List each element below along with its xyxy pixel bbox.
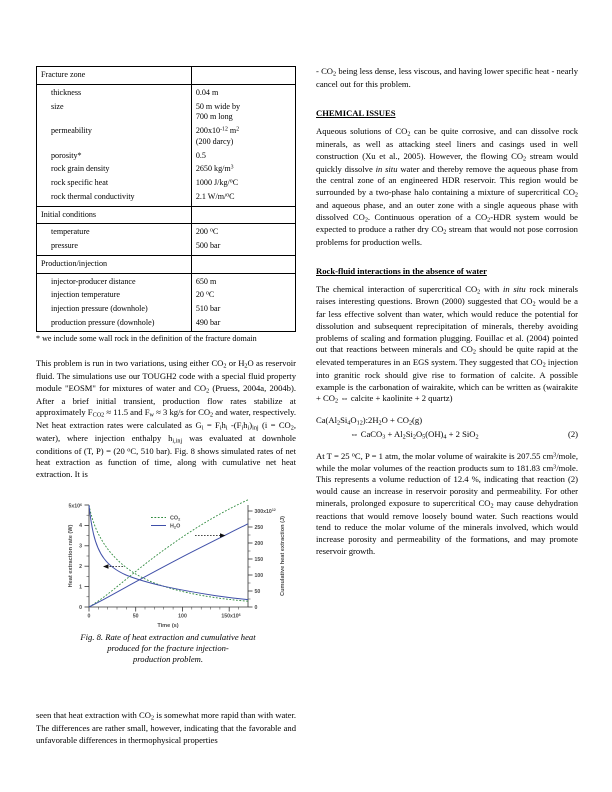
row-label-size: size xyxy=(37,100,192,125)
table-row xyxy=(37,149,296,163)
svg-text:250: 250 xyxy=(254,524,264,531)
equation-number: (2) xyxy=(567,429,578,440)
figure-caption-line2: produced for the fracture injection- xyxy=(107,643,229,654)
row-label-injector-producer-distance: injector-producer distance xyxy=(37,273,192,289)
table-row xyxy=(37,190,296,206)
left-column-continued xyxy=(36,710,296,746)
figure-caption-line1: Fig. 8. Rate of heat extraction and cumulative heat xyxy=(80,632,256,642)
table-row xyxy=(37,255,296,273)
svg-text:150x106: $150x10^6$ xyxy=(221,612,241,620)
chart-legend xyxy=(151,515,181,529)
row-label-rock-specific-heat: rock specific heat xyxy=(37,177,192,191)
svg-text:3: 3 xyxy=(79,543,82,550)
paragraph-molar-volume: At T = 25 $^o$C, P = 1 atm, the molar volume of wairakite is 207.55 $cm^3$/mole, while the molar volumes of the reaction products sum to 181.83 $cm^3$/mole. This represents a volume reduction of 12.4 %, indicating that reaction (2) would cause an increase in reservoir porosity and permeability. For other minerals, prolonged exposure to supercritical $CO_2$ may cause dehydration reactions that would remove loosely bound water. Such reactions would tend to reduce the molar volume of the minerals involved, which would increase porosity and permeability of the formations, and may promote reservoir growth. xyxy=(316,450,578,556)
table-row xyxy=(37,240,296,256)
row-value-rock-specific-heat: 1000 J/kg/$^o$C xyxy=(191,177,295,191)
table-section-value xyxy=(191,206,295,224)
table-row xyxy=(37,206,296,224)
svg-text:0: 0 xyxy=(254,604,258,611)
row-value-thickness: 0.04 m xyxy=(191,84,295,100)
table-footnote: * we include some wall rock in the definition of the fracture domain xyxy=(36,333,257,343)
figure-caption-line3: production problem. xyxy=(132,654,204,665)
chart-axes xyxy=(89,505,248,607)
svg-text:50: 50 xyxy=(132,613,139,620)
svg-text:50: 50 xyxy=(254,588,261,595)
svg-text:0: 0 xyxy=(79,604,82,611)
legend-label-h2o: $H_2O$ xyxy=(170,523,181,530)
annotation-arrow-right xyxy=(195,533,226,538)
paragraph-aqueous-solutions: Aqueous solutions of $CO_2$ can be quite corrosive, and can dissolve rock minerals, as well as attacking steel liners and casings used in well construction (Xu et al., 2005). However, the flowing $CO_2$ stream would quickly dissolve in situ water and thereby remove the aqueous phase from the central zone of an engineered HDR reservoir. This region would be surrounded by a two-phase halo containing a mixture of supercritical $CO_2$ and aqueous phase, and an outer zone with a single aqueous phase with dissolved $CO_2$. Continuous operation of a $CO_2$-HDR system would be expected to produce a rather dry $CO_2$ stream that would not pose corrosion problems for production wells. xyxy=(316,126,578,248)
row-label-permeability: permeability xyxy=(37,125,192,150)
equation-line-1: $Ca(Al_2Si_4O_{12}):2H_2O + CO_2(g)$ xyxy=(316,415,423,427)
section-heading-chemical-issues: CHEMICAL ISSUES xyxy=(316,107,396,118)
row-label-rock-thermal-conductivity: rock thermal conductivity xyxy=(37,190,192,206)
paragraph-co2-properties: - $CO_2$ being less dense, less viscous, and having lower specific heat - nearly cancel out for this problem. xyxy=(316,66,578,89)
svg-text:0: 0 xyxy=(87,613,91,620)
svg-text:150: 150 xyxy=(254,556,264,563)
table-row xyxy=(37,67,296,85)
table-row xyxy=(37,125,296,150)
svg-text:1: 1 xyxy=(79,584,82,591)
legend-label-co2: $CO_2$ xyxy=(170,515,181,522)
row-label-injection-pressure: injection pressure (downhole) xyxy=(37,303,192,317)
table-section-label: Fracture zone xyxy=(37,67,192,85)
row-value-injection-temperature: 20 $^o$C xyxy=(191,289,295,303)
row-value-size: 50 m wide by 700 m long xyxy=(191,100,295,125)
chart-ylabel: Heat extraction rate (W) xyxy=(68,524,74,588)
table-section-production-injection: Production/injection xyxy=(37,255,192,273)
table-section-value xyxy=(191,67,295,85)
svg-text:2: 2 xyxy=(79,564,82,570)
table-row xyxy=(37,303,296,317)
row-label-injection-temperature: injection temperature xyxy=(37,289,192,303)
svg-text:300x1012: $300x10^{12}$ xyxy=(254,508,276,515)
row-label-porosity: porosity* xyxy=(37,149,192,163)
row-value-production-pressure: 490 bar xyxy=(191,316,295,331)
equation-2 xyxy=(316,414,578,442)
table-row xyxy=(37,289,296,303)
svg-text:5x106: $5x10^6$ xyxy=(68,502,82,510)
figure-caption xyxy=(40,632,296,666)
row-label-thickness: thickness xyxy=(37,84,192,100)
row-value-pressure: 500 bar xyxy=(191,240,295,256)
chart-x-ticks xyxy=(88,607,241,620)
chart-y2label: Cumulative heat extraction (J) xyxy=(280,516,286,596)
table-row xyxy=(37,163,296,177)
parameters-table xyxy=(36,66,296,332)
paragraph-heat-extraction-result: seen that heat extraction with $CO_2$ is somewhat more rapid than with water. The differences are rather small, however, indicating that the favorable and unfavorable differences in thermophysical properties xyxy=(36,710,296,745)
left-column xyxy=(36,66,296,489)
row-label-production-pressure: production pressure (downhole) xyxy=(37,316,192,331)
table-row xyxy=(37,84,296,100)
chart-right-ticks xyxy=(248,508,276,611)
row-label-temperature: temperature xyxy=(37,224,192,240)
row-label-pressure: pressure xyxy=(37,240,192,256)
paragraph-simulation-setup: This problem is run in two variations, using either $CO_2$ or $H_2O$ as reservoir fluid. The simulations use our TOUGH2 code with a special fluid property module "EOSM" for mixtures of water and $CO_2$ (Pruess, 2004a, 2004b). After a brief initial transient, production flow rates stabilize at approximately $F_{CO2} \approx 11.5$ and $F_w \approx 3$ kg/s for $CO_2$ and water, respectively. Net heat extraction rates were calculated as $G_i = F_ih_i$ $-(F_ih_i)_{inj}$ ($i = CO_2$, water), where injection enthalpy $h_{i,inj}$ was evaluated at downhole conditions of (T, P) = (20 $^o$C, 510 bar). Fig. 8 shows simulated rates of net heat extraction as function of time, along with cumulative net heat extraction. It is xyxy=(36,358,297,480)
row-value-porosity: 0.5 xyxy=(191,149,295,163)
series-h2o-rate xyxy=(89,505,248,600)
row-value-injection-pressure: 510 bar xyxy=(191,303,295,317)
chart-heat-extraction xyxy=(40,497,296,629)
table-section-value xyxy=(191,255,295,273)
equation-line-2: (2) ⇔ CaCO$_3$ + $Al_2Si_2O_5(OH)_4 + 2$ SiO$_2$ xyxy=(350,429,578,441)
paragraph-chemical-interaction: The chemical interaction of supercritical $CO_2$ with in situ rock minerals raises interesting questions. Brown (2000) suggested that $CO_2$ would be a far less effective solvent than water, which would reduce the potential for dissolution and subsequent reprecipitation of minerals, thereby avoiding problems of scaling and formation plugging. Fouillac et al. (2004) pointed out that reactions between minerals and $CO_2$ should be quite rapid at the elevated temperatures in an EGS system. They suggested that $CO_2$ injection into granitic rock should give rise to formation of calcite. A possible example is the carbonation of wairakite, which can be written as (wairakite + $CO_2$ ⇔ calcite + kaolinite + 2 quartz) xyxy=(316,283,578,405)
chart-svg xyxy=(40,497,296,629)
row-value-temperature: 200 $^o$C xyxy=(191,224,295,240)
svg-text:200: 200 xyxy=(254,540,264,547)
svg-text:100: 100 xyxy=(254,572,264,579)
table-section-initial-conditions: Initial conditions xyxy=(37,206,192,224)
table-row xyxy=(37,100,296,125)
row-value-rock-grain-density: 2650 $kg/m^3$ xyxy=(191,163,295,177)
series-h2o-cumulative xyxy=(89,524,248,607)
figure-8 xyxy=(40,497,296,666)
svg-text:100: 100 xyxy=(178,613,187,620)
section-heading-rock-fluid: Rock-fluid interactions in the absence of water xyxy=(316,265,487,276)
table-row xyxy=(37,177,296,191)
row-label-rock-grain-density: rock grain density xyxy=(37,163,192,177)
series-co2-cumulative xyxy=(89,500,248,607)
svg-text:4: 4 xyxy=(79,523,82,530)
chart-xlabel: Time (s) xyxy=(157,623,179,629)
table-row xyxy=(37,224,296,240)
row-value-permeability: $200x10^{-12}$ $m^2$ (200 darcy) xyxy=(191,125,295,150)
row-value-rock-thermal-conductivity: 2.1 W/m/$^o$C xyxy=(191,190,295,206)
table-row xyxy=(37,273,296,289)
right-column xyxy=(316,66,578,566)
table-row xyxy=(37,316,296,331)
row-value-injector-producer-distance: 650 m xyxy=(191,273,295,289)
